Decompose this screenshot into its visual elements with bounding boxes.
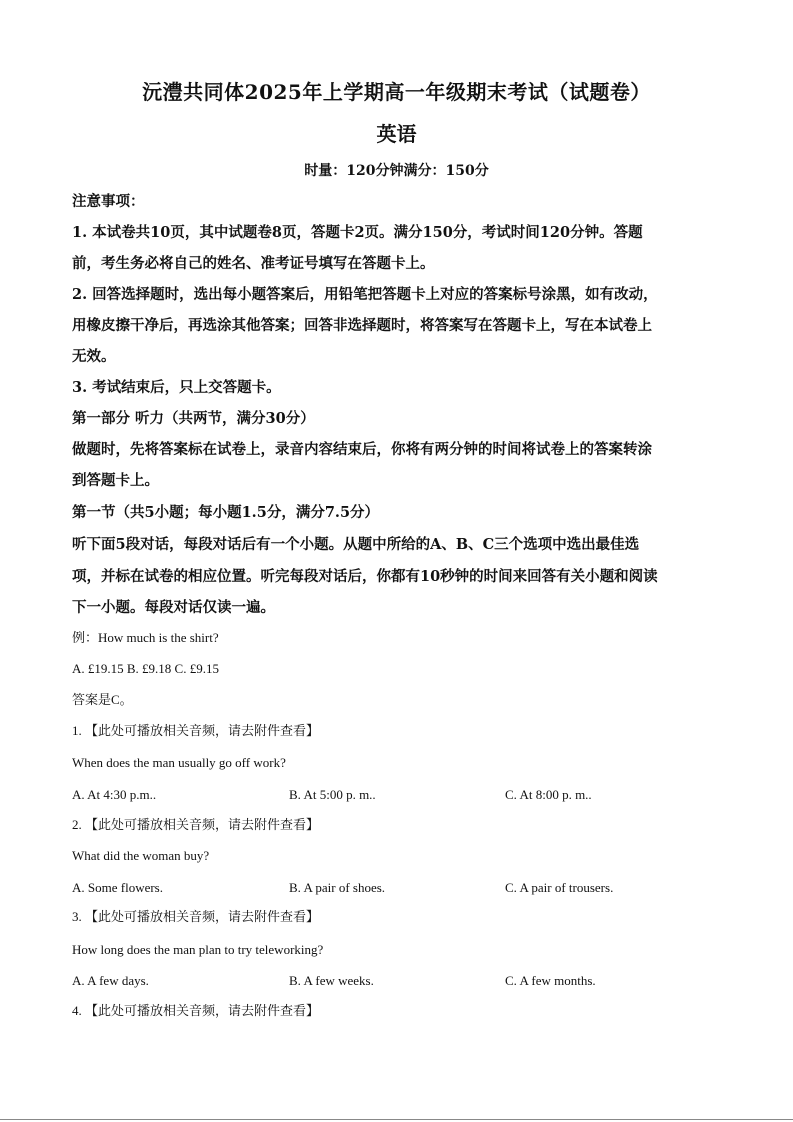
question-1-option-a: A. At 4:30 p.m.. bbox=[72, 787, 157, 802]
page-bottom-divider bbox=[0, 1119, 793, 1120]
example-options: A. £19.15 B. £9.18 C. £9.15 bbox=[72, 661, 219, 676]
notice-item-3: 3. 考试结束后，只上交答题卡。 bbox=[72, 379, 281, 396]
page-title: 沅澧共同体2025年上学期高一年级期末考试（试题卷） bbox=[142, 80, 651, 104]
section1-instructions-line-1: 听下面5段对话，每段对话后有一个小题。从题中所给的A、B、C三个选项中选出最佳选 bbox=[72, 536, 640, 553]
question-1-option-b: B. At 5:00 p. m.. bbox=[289, 787, 376, 802]
example-question: 例：How much is the shirt? bbox=[72, 630, 219, 645]
part1-heading: 第一部分 听力（共两节，满分30分） bbox=[72, 410, 315, 427]
section1-heading: 第一节（共5小题；每小题1.5分，满分7.5分） bbox=[72, 504, 380, 521]
question-2-text: What did the woman buy? bbox=[72, 848, 210, 863]
question-2-option-c: C. A pair of trousers. bbox=[505, 880, 614, 895]
audio-link-4[interactable]: 4. 【此处可播放相关音频，请去附件查看】 bbox=[72, 1003, 320, 1018]
audio-link-1[interactable]: 1. 【此处可播放相关音频，请去附件查看】 bbox=[72, 723, 320, 738]
notice-item-2-line-2: 用橡皮擦干净后，再选涂其他答案；回答非选择题时，将答案写在答题卡上，写在本试卷上 bbox=[72, 317, 652, 334]
section1-instructions-line-3: 下一小题。每段对话仅读一遍。 bbox=[72, 599, 275, 616]
exam-timing: 时量：120分钟满分：150分 bbox=[304, 163, 489, 179]
notice-item-2-line-3: 无效。 bbox=[72, 348, 116, 365]
question-3-option-b: B. A few weeks. bbox=[289, 973, 374, 988]
notice-item-1-line-1: 1. 本试卷共10页，其中试题卷8页，答题卡2页。满分150分，考试时间120分钟。答题 bbox=[72, 224, 643, 241]
subject-title: 英语 bbox=[376, 122, 417, 146]
part1-intro-line-2: 到答题卡上。 bbox=[72, 472, 159, 489]
notice-item-2-line-1: 2. 回答选择题时，选出每小题答案后，用铅笔把答题卡上对应的答案标号涂黑，如有改动， bbox=[72, 286, 658, 303]
audio-link-2[interactable]: 2. 【此处可播放相关音频，请去附件查看】 bbox=[72, 817, 320, 832]
example-answer: 答案是C。 bbox=[72, 692, 133, 707]
section1-instructions-line-2: 项，并标在试卷的相应位置。听完每段对话后，你都有10秒钟的时间来回答有关小题和阅读 bbox=[72, 568, 658, 585]
question-2-option-a: A. Some flowers. bbox=[72, 880, 163, 895]
question-2-option-b: B. A pair of shoes. bbox=[289, 880, 386, 895]
notice-item-1-line-2: 前，考生务必将自己的姓名、准考证号填写在答题卡上。 bbox=[72, 255, 435, 272]
question-1-option-c: C. At 8:00 p. m.. bbox=[505, 787, 592, 802]
question-1-text: When does the man usually go off work? bbox=[72, 755, 286, 770]
notice-heading: 注意事项： bbox=[72, 193, 145, 210]
part1-intro-line-1: 做题时，先将答案标在试卷上，录音内容结束后，你将有两分钟的时间将试卷上的答案转涂 bbox=[72, 441, 652, 458]
question-3-text: How long does the man plan to try teleworking? bbox=[72, 942, 324, 957]
question-3-option-c: C. A few months. bbox=[505, 973, 596, 988]
audio-link-3[interactable]: 3. 【此处可播放相关音频，请去附件查看】 bbox=[72, 909, 320, 924]
question-3-option-a: A. A few days. bbox=[72, 973, 149, 988]
